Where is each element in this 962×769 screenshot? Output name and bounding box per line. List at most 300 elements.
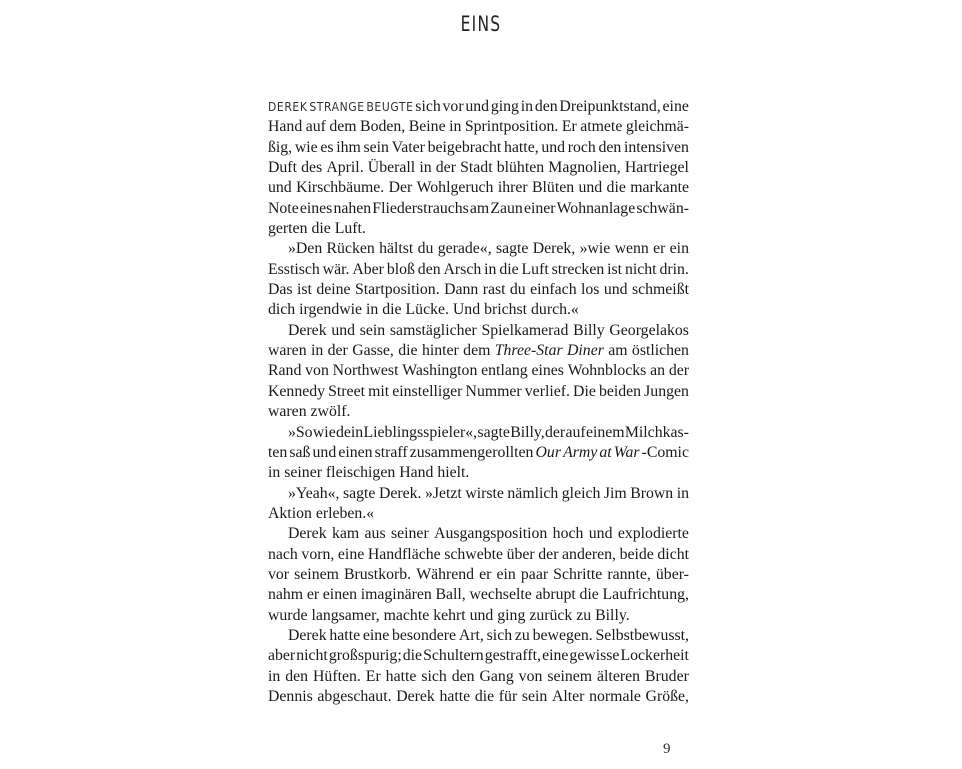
word: wie [312,423,336,441]
word: dem [329,118,357,136]
text-line [268,423,689,443]
word: seiner [390,525,429,543]
word: Note [268,199,299,217]
word: der [545,423,566,441]
word: in [366,301,379,319]
word: Billy. [595,606,630,624]
word: wie [294,138,318,156]
text-line [268,158,689,178]
word: hatte [439,687,471,705]
word: Milchkas- [624,423,689,441]
word: zusammengerollten [409,443,534,461]
text-line [268,178,689,198]
word: wenn [614,240,649,258]
text-line [268,504,689,524]
word: Brustkorb. [343,565,412,583]
word: gleichmä- [625,118,689,136]
word: beiden [598,382,642,400]
word: auf [305,118,326,136]
text-line [268,321,689,341]
word: wechselte [469,586,532,604]
word: Zaun [490,199,523,217]
word: wirste [465,484,504,502]
word: auf [565,423,586,441]
word: blühten [496,159,545,177]
word: der [668,362,689,380]
word: rannte, [607,565,651,583]
word: am [608,342,628,360]
word: machte [383,606,430,624]
word: drin. [659,260,689,278]
text-line [268,382,689,402]
word: über [506,545,535,563]
word: saß [289,443,311,461]
word: hinter [421,342,459,360]
word: Gasse, [352,342,394,360]
word: und [588,525,613,543]
word: den [451,667,475,685]
word: du [509,281,526,299]
word: Er [561,118,577,136]
word: in [268,464,281,482]
word: Luft. [334,220,366,238]
word: sein [521,687,548,705]
opening-smallcaps-word: DEREK [268,100,308,114]
opening-smallcaps-word: BEUGTE [366,100,414,114]
word: eine [542,647,569,665]
word: Laufrichtung, [602,586,689,604]
word: Billy [573,321,605,339]
word: die [398,342,418,360]
word: aber [268,647,296,665]
word: wurde [268,606,308,624]
word: Ausgangsposition [434,525,548,543]
text-line [268,565,689,585]
word: »Den [288,240,323,258]
word: und [331,321,356,339]
text-line [268,606,689,626]
word: einer [523,199,556,217]
word: Magnolien, [548,159,621,177]
word: schmeißt [631,281,689,299]
word: dem [463,342,491,360]
word: Vater [391,138,425,156]
word: von [305,362,329,380]
word: Schritte [553,565,603,583]
word: Billy, [510,423,545,441]
word: Der [388,179,413,197]
text-line [268,280,689,300]
word: zurück [529,606,573,624]
word: Washington [402,362,478,380]
word: eines [299,199,333,217]
word: am [469,199,490,217]
word: und [465,98,490,115]
word: imaginären [360,586,432,604]
word: verlief. [524,382,570,400]
word: fleischigen [325,464,396,482]
word: sagte [495,240,529,258]
word: schwebte [444,545,504,563]
word: roch [567,138,596,156]
word: an [650,362,666,380]
text-line [268,524,689,544]
word: du [417,240,434,258]
word: Stadt [460,159,493,177]
word: explodierte [617,525,689,543]
word: besondere [392,626,457,644]
word: Dennis [268,687,313,705]
word: der [435,159,456,177]
word: nicht [296,647,328,665]
word: gerade«, [437,240,492,258]
word: einfach [530,281,577,299]
word: Derek [396,687,435,705]
word: Lücke. [405,301,449,319]
word: Bruder [644,667,689,685]
word: Größe, [645,687,689,705]
word: einstelliger [392,382,463,400]
word: langsamer, [311,606,380,624]
text-line [268,585,689,605]
word: den [285,667,309,685]
word: Wohnanlage [556,199,636,217]
word: der [538,545,559,563]
word: hoch [552,525,584,543]
word: ihrer [497,179,528,197]
word: atmete [580,118,623,136]
word: Wohnblocks [567,362,647,380]
italic-title-word: Army [563,443,598,461]
body-text [268,97,689,707]
word: in [310,342,324,360]
word: Während [416,565,475,583]
text-line [268,117,689,137]
word: Fliederstrauchs [372,199,469,217]
word: Derek [288,626,327,644]
page-number: 9 [663,741,671,757]
word: in [676,484,689,502]
word: Die [573,382,596,400]
word: ist [607,260,623,278]
word: Hand [268,118,303,136]
word: großspurig; [328,647,402,665]
text-line [268,97,689,117]
word: waren [268,342,307,360]
word: abrupt [535,586,576,604]
word: sagte [477,423,510,441]
word: sein [363,138,389,156]
text-line [268,300,689,320]
word: sagte [342,484,376,502]
word: bloß [386,260,415,278]
word: in [419,159,432,177]
word: von [518,667,543,685]
word: mit [368,382,390,400]
word: sich [415,98,441,115]
italic-title-word: Three-Star [494,342,563,360]
word: waren [268,403,307,421]
word: die [579,586,599,604]
word: einem [585,423,625,441]
word: in [520,98,534,115]
word: deine [316,281,351,299]
italic-title-word: Diner [567,342,604,360]
word: Selbstbewusst, [595,626,689,644]
word: des [301,159,323,177]
word: eines [531,362,564,380]
word: normale [589,687,641,705]
word: schwän- [636,199,689,217]
text-line [268,463,689,483]
word: durch.« [531,301,579,319]
word: zu [576,606,592,624]
word: Lieblingsspieler«, [363,423,478,441]
word: -Comic [641,443,689,461]
word: beigebracht [427,138,502,156]
word: Derek [288,321,327,339]
word: Arsch [443,260,482,278]
word: intensiven [624,138,689,156]
text-line [268,626,689,646]
word: Startposition. [354,281,440,299]
word: einen [338,443,373,461]
word: Wohlgeruch [416,179,494,197]
word: »Jetzt [424,484,462,502]
word: markante [630,179,689,197]
word: Nummer [465,382,522,400]
word: und [541,138,566,156]
word: Beine [408,118,446,136]
word: sich [421,667,447,685]
word: nahm [268,586,304,604]
word: nahen [333,199,372,217]
word: eine [337,545,365,563]
word: bewegen. [532,626,593,644]
word: die [499,260,519,278]
word: ein [496,565,516,583]
word: Handfläche [367,545,441,563]
word: Ball, [435,586,466,604]
word: Derek [288,525,327,543]
word: ist [296,281,312,299]
word: Georgelakos [609,321,689,339]
word: er [479,565,492,583]
word: nämlich [507,484,559,502]
word: »So [288,423,313,441]
word: vor [442,98,464,115]
word: Hüften. [313,667,361,685]
word: erleben.« [315,504,375,522]
word: Lockerheit [620,647,689,665]
word: Rand [268,362,302,380]
word: die [382,301,402,319]
word: seinem [547,667,593,685]
word: Northwest [332,362,399,380]
word: anderen, [562,545,616,563]
word: Boden, [360,118,406,136]
word: Derek. [378,484,422,502]
text-line [268,260,689,280]
word: den [534,98,558,115]
word: strecken [551,260,605,278]
word: Sprintposition. [464,118,559,136]
word: zu [514,626,530,644]
text-line [268,361,689,381]
word: ßig, [268,138,293,156]
word: in [484,260,497,278]
word: Er [365,667,381,685]
word: Das [268,281,293,299]
word: dich [268,301,296,319]
word: aus [364,525,386,543]
word: die [311,220,331,238]
word: den [417,260,441,278]
word: und [603,281,628,299]
word: straff [374,443,408,461]
word: seinem [294,565,339,583]
word: ging [490,98,519,115]
word: Aber [352,260,384,278]
word: die [474,687,495,705]
word: vorn, [301,545,335,563]
word: ten [268,443,288,461]
word: Derek, [532,240,576,258]
word: los [581,281,600,299]
word: »wie [579,240,611,258]
word: Duft [268,159,297,177]
word: einen [322,586,358,604]
word: Art, [458,626,484,644]
text-line [268,219,689,239]
word: April. [326,159,364,177]
word: Hartriegel [624,159,689,177]
word: beide [619,545,654,563]
word: hielt. [437,464,470,482]
word: über- [655,565,689,583]
text-line [268,199,689,219]
chapter-title: EINS [460,12,502,36]
word: gestrafft, [484,647,542,665]
word: brichst [484,301,528,319]
word: die [402,647,423,665]
word: Aktion [268,504,312,522]
word: Brown [630,484,674,502]
word: zwölf. [310,403,351,421]
word: Gang [479,667,514,685]
word: eine [662,98,689,115]
text-line [268,646,689,666]
word: Kennedy [268,382,326,400]
text-line [268,667,689,687]
word: ihm [336,138,361,156]
word: samstäglicher [389,321,477,339]
word: entlang [481,362,528,380]
opening-smallcaps-word: STRANGE [309,100,365,114]
word: Dann [444,281,479,299]
word: Dreipunktstand, [559,98,661,115]
word: Kirschbäume. [296,179,385,197]
word: hältst [379,240,414,258]
italic-title-word: at [599,443,612,461]
word: kam [331,525,360,543]
word: Hand [399,464,434,482]
word: seiner [284,464,322,482]
word: eine [362,626,390,644]
word: vor [268,565,290,583]
word: und [268,179,292,197]
text-line [268,341,689,361]
word: irgendwie [299,301,363,319]
word: älteren [597,667,641,685]
word: für [498,687,518,705]
word: die [606,179,626,197]
word: dicht [657,545,689,563]
word: wär. [322,260,350,278]
text-line [268,687,689,707]
word: Spielkamerad [481,321,569,339]
word: hatte [385,667,417,685]
word: kehrt [433,606,466,624]
word: Street [328,382,365,400]
word: und [469,606,494,624]
word: abgeschaut. [317,687,392,705]
text-line [268,239,689,259]
word: es [320,138,334,156]
word: und [578,179,603,197]
word: nicht [624,260,657,278]
italic-title-word: War [613,443,640,461]
word: Luft [521,260,549,278]
word: gewisse [569,647,620,665]
word: ein [669,240,689,258]
word: Jim [603,484,627,502]
text-line [268,443,689,463]
word: dein [336,423,364,441]
word: sich [486,626,513,644]
word: gleich [561,484,601,502]
text-line [268,484,689,504]
word: nach [268,545,298,563]
word: hatte [329,626,361,644]
word: Schultern [423,647,484,665]
word: östlichen [631,342,689,360]
word: in [268,667,281,685]
word: Alter [551,687,585,705]
word: paar [520,565,549,583]
italic-title-word: Our [535,443,561,461]
word: er [306,586,320,604]
text-line [268,545,689,565]
word: »Yeah«, [288,484,340,502]
word: ging [497,606,526,624]
word: der [327,342,348,360]
word: rast [482,281,506,299]
word: sein [359,321,386,339]
text-line [268,138,689,158]
word: Esstisch [268,260,320,278]
word: in [449,118,462,136]
word: den [598,138,622,156]
word: Überall [367,159,416,177]
word: Rücken [326,240,375,258]
word: Blüten [532,179,575,197]
word: gerten [268,220,308,238]
word: Jungen [644,382,689,400]
word: und [312,443,337,461]
word: er [653,240,666,258]
text-line [268,402,689,422]
